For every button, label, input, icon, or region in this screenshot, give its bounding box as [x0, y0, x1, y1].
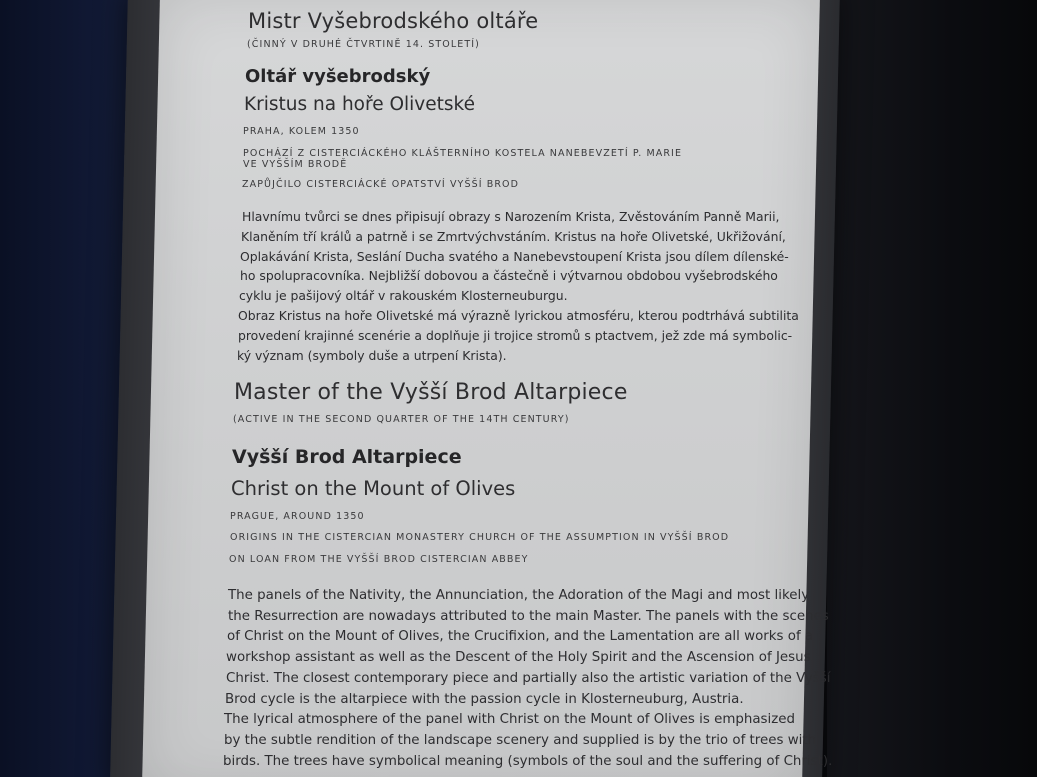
- english-description-line: the Resurrection are nowadays attributed to the main Master. The panels with the scenes: [228, 608, 829, 624]
- dark-wall-right: [827, 0, 1037, 777]
- czech-description-line: provedení krajinné scenérie a doplňuje ji trojice stromů s ptactvem, jež zde má symbolic-: [238, 327, 793, 343]
- czech-provenance-line: POCHÁZÍ Z CISTERCIÁCKÉHO KLÁŠTERNÍHO KOSTELA NANEBEVZETÍ P. MARIE: [243, 148, 683, 159]
- english-description-line: of Christ on the Mount of Olives, the Crucifixion, and the Lamentation are all works of a: [227, 629, 814, 645]
- english-description-line: workshop assistant as well as the Descent of the Holy Spirit and the Ascension of Jesus: [226, 650, 811, 666]
- czech-description-line: Obraz Kristus na hoře Olivetské má výrazně lyrickou atmosféru, kterou podtrhává subtilita: [238, 307, 799, 323]
- czech-work-title: Oltář vyšebrodský: [245, 66, 431, 87]
- english-description-line: The lyrical atmosphere of the panel with Christ on the Mount of Olives is emphasized: [224, 712, 796, 728]
- english-description-line: Christ. The closest contemporary piece and partially also the artistic variation of the Vyšší: [226, 670, 831, 686]
- english-description-line: The panels of the Nativity, the Annunciation, the Adoration of the Magi and most likely: [228, 588, 810, 603]
- czech-painting-title: Kristus na hoře Olivetské: [244, 94, 475, 115]
- czech-description-line: Oplakávání Krista, Seslání Ducha svatého a Nanebevstoupení Krista jsou dílem dílenské-: [240, 248, 789, 264]
- english-description: [223, 586, 833, 772]
- english-active-period: (ACTIVE IN THE SECOND QUARTER OF THE 14TH CENTURY): [233, 414, 570, 425]
- czech-description-line: cyklu je pašijový oltář v rakouském Klosterneuburgu.: [239, 288, 568, 304]
- english-description-line: birds. The trees have symbolical meaning (symbols of the soul and the suffering of Christ).: [223, 753, 833, 769]
- czech-active-period: (ČINNÝ V DRUHÉ ČTVRTINĚ 14. STOLETÍ): [247, 39, 480, 50]
- english-loan: ON LOAN FROM THE VYŠŠÍ BROD CISTERCIAN ABBEY: [229, 554, 529, 565]
- english-provenance: ORIGINS IN THE CISTERCIAN MONASTERY CHURCH OF THE ASSUMPTION IN VYŠŠÍ BROD: [230, 532, 730, 543]
- czech-artist-name: Mistr Vyšebrodského oltáře: [248, 9, 539, 33]
- czech-description-line: Klaněním tří králů a patrně i se Zmrtvýchvstáním. Kristus na hoře Olivetské, Ukřižování,: [241, 228, 786, 244]
- czech-loan: ZAPŮJČILO CISTERCIÁCKÉ OPATSTVÍ VYŠŠÍ BROD: [242, 179, 520, 190]
- czech-description: [237, 207, 799, 365]
- english-description-line: Brod cycle is the altarpiece with the passion cycle in Klosterneuburg, Austria.: [225, 691, 744, 707]
- english-place-date: PRAGUE, AROUND 1350: [230, 511, 365, 522]
- czech-description-line: ho spolupracovníka. Nejbližší dobovou a částečně i výtvarnou obdobou vyšebrodského: [240, 268, 778, 284]
- czech-provenance: [243, 148, 682, 170]
- czech-description-line: ký význam (symboly duše a utrpení Krista).: [237, 347, 507, 363]
- czech-provenance-line: VE VYŠŠÍM BRODĚ: [243, 159, 348, 170]
- english-description-line: by the subtle rendition of the landscape scenery and supplied is by the trio of trees with: [224, 732, 817, 748]
- english-work-title: Vyšší Brod Altarpiece: [232, 446, 462, 468]
- czech-description-line: Hlavnímu tvůrci se dnes připisují obrazy s Narozením Krista, Zvěstováním Panně Marii,: [242, 209, 780, 224]
- english-painting-title: Christ on the Mount of Olives: [231, 477, 516, 500]
- czech-place-date: PRAHA, KOLEM 1350: [243, 126, 360, 137]
- english-artist-name: Master of the Vyšší Brod Altarpiece: [234, 380, 628, 405]
